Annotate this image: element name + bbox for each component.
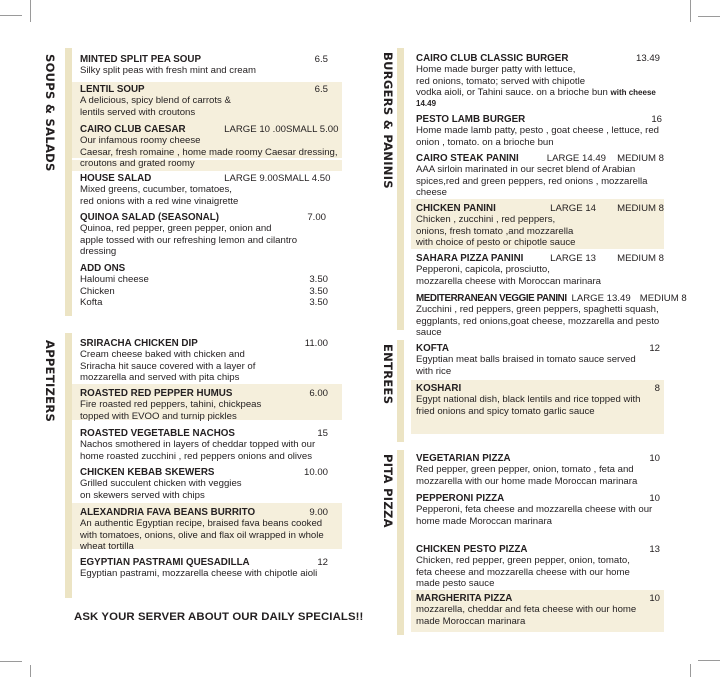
item-description: Nachos smothered in layers of cheddar topped with our home roasted zucchini , red peppers onions and olives <box>80 439 316 462</box>
item-price-large: LARGE 10 .00 <box>224 124 286 135</box>
menu-item <box>416 203 664 248</box>
item-description: Pepperoni, capicola, prosciutto, mozzarella cheese with Moroccan marinara <box>416 264 602 287</box>
section-label-soups-salads: SOUPS & SALADS <box>43 54 57 172</box>
menu-item <box>80 507 328 552</box>
item-price: 9.00 <box>309 507 328 518</box>
item-price: 12 <box>317 557 328 568</box>
add-on-price: 3.50 <box>309 274 328 286</box>
menu-item <box>416 53 660 109</box>
item-name: MINTED SPLIT PEA SOUP <box>80 54 202 65</box>
item-price: 13 <box>649 544 660 555</box>
add-on-name: Haloumi cheese <box>80 274 149 286</box>
item-price: 10 <box>649 493 660 504</box>
item-name: LENTIL SOUP <box>80 84 145 95</box>
item-price-large: LARGE 13 <box>550 253 596 264</box>
crop-mark <box>30 665 31 677</box>
crop-mark <box>0 15 22 16</box>
add-on-price: 3.50 <box>309 285 328 297</box>
item-description: Egypt national dish, black lentils and rice topped with fried onions and spicy tomato garlic sauce <box>416 394 641 417</box>
item-price-medium: MEDIUM 8 <box>617 153 664 164</box>
section-label-burgers-paninis: BURGERS & PANINIS <box>381 52 395 189</box>
item-price-medium: MEDIUM 8 <box>617 203 664 214</box>
item-price: 11.00 <box>304 338 328 349</box>
item-description: Zucchini , red peppers, green peppers, spaghetti squash, eggplants, red onions,goat cheese, mozzarella and pesto sauce <box>416 304 660 338</box>
menu-item <box>416 453 660 487</box>
item-name: QUINOA SALAD (SEASONAL) <box>80 212 219 223</box>
item-name: PEPPERONI PIZZA <box>416 493 505 504</box>
section-label-pita-pizza: PITA PIZZA <box>381 454 395 528</box>
menu-item <box>416 343 660 377</box>
item-name: CHICKEN KEBAB SKEWERS <box>80 467 215 478</box>
item-name: EGYPTIAN PASTRAMI QUESADILLA <box>80 557 250 568</box>
section-rule <box>397 340 404 442</box>
item-price-large: LARGE 14.49 <box>546 153 606 164</box>
menu-item <box>80 557 328 580</box>
item-name: CAIRO CLUB CLASSIC BURGER <box>416 53 569 64</box>
menu-item <box>416 593 660 627</box>
section-rule <box>65 333 72 598</box>
add-on-name: Chicken <box>80 285 115 297</box>
menu-item <box>80 54 328 77</box>
section-label-entrees: ENTREES <box>381 344 395 405</box>
menu-item <box>80 84 328 118</box>
item-description: Home made lamb patty, pesto , goat cheese , lettuce, red onion , tomato. on a brioche bun <box>416 125 659 148</box>
item-price: 10.00 <box>303 467 328 478</box>
menu-item <box>80 124 342 169</box>
section-rule <box>65 48 72 316</box>
item-name: PESTO LAMB BURGER <box>416 114 526 125</box>
item-extra-label: with cheese <box>610 87 656 97</box>
menu-item <box>416 253 664 287</box>
section-rule <box>397 450 404 635</box>
item-description: Home made burger patty with lettuce, red onions, tomato; served with chipotle vodka aioli, or Tahini sauce. on a brioche bun <box>416 64 608 98</box>
item-price-medium: MEDIUM 8 <box>639 293 687 304</box>
add-on-row <box>80 274 328 285</box>
add-on-row <box>80 286 328 297</box>
crop-mark <box>30 0 31 22</box>
menu-item <box>416 383 660 417</box>
item-price-large: LARGE 13.49 <box>571 293 631 304</box>
item-price: 6.00 <box>309 388 328 399</box>
item-name: KOFTA <box>416 343 450 354</box>
item-name: KOSHARI <box>416 383 462 394</box>
crop-mark <box>690 664 691 677</box>
item-price: 8 <box>654 383 660 394</box>
item-price: 16 <box>651 114 662 125</box>
section-label-appetizers: APPETIZERS <box>43 340 57 423</box>
item-description: Cream cheese baked with chicken and Sriracha hit sauce covered with a layer of mozzarella and served with pita chips <box>80 349 256 383</box>
item-price-small: SMALL 5.00 <box>286 124 339 135</box>
item-price: 15 <box>317 428 328 439</box>
add-on-price: 3.50 <box>309 296 328 308</box>
item-name: SAHARA PIZZA PANINI <box>416 253 524 264</box>
item-price: 6.5 <box>314 54 328 65</box>
menu-item <box>80 388 328 422</box>
menu-item <box>80 338 328 383</box>
add-ons-title: ADD ONS <box>80 263 126 274</box>
item-price: 6.5 <box>314 84 328 95</box>
item-description: mozzarella, cheddar and feta cheese with our home made Moroccan marinara <box>416 604 637 627</box>
item-name: CAIRO STEAK PANINI <box>416 153 519 164</box>
item-description: Fire roasted red peppers, tahini, chickpeas topped with EVOO and turnip pickles <box>80 399 262 422</box>
item-description: Chicken, red pepper, green pepper, onion, tomato, feta cheese and mozzarella cheese with our home made pesto sauce <box>416 555 630 589</box>
item-price-small: SMALL 4.50 <box>278 173 331 184</box>
item-description: Chicken , zucchini , red peppers, onions, fresh tomato ,and mozzarella with choice of pesto or chipotle sauce <box>416 214 576 248</box>
item-price: 7.00 <box>307 212 326 223</box>
item-price: 12 <box>649 343 660 354</box>
crop-mark <box>690 0 691 22</box>
item-price-large: LARGE 9.00 <box>224 173 278 184</box>
item-name: CHICKEN PESTO PIZZA <box>416 544 528 555</box>
item-name: ALEXANDRIA FAVA BEANS BURRITO <box>80 507 256 518</box>
item-name: MARGHERITA PIZZA <box>416 593 513 604</box>
item-name: CHICKEN PANINI <box>416 203 496 214</box>
add-on-name: Kofta <box>80 296 103 308</box>
item-description: Silky split peas with fresh mint and cream <box>80 65 256 77</box>
item-description: An authentic Egyptian recipe, braised fava beans cooked with tomatoes, onions, olive and flax oil wrapped in whole wheat tortilla <box>80 518 324 552</box>
item-name: VEGETARIAN PIZZA <box>416 453 511 464</box>
item-name: ROASTED RED PEPPER HUMUS <box>80 388 233 399</box>
crop-mark <box>698 16 720 17</box>
item-description: A delicious, spicy blend of carrots & lentils served with croutons <box>80 95 231 118</box>
item-price-large: LARGE 14 <box>550 203 596 214</box>
item-price-medium: MEDIUM 8 <box>617 253 664 264</box>
add-on-row <box>80 297 328 308</box>
item-description: Pepperoni, feta cheese and mozzarella cheese with our home made Moroccan marinara <box>416 504 653 527</box>
item-description: AAA sirloin marinated in our secret blend of Arabian spices,red and green peppers, red onions , mozzarella cheese <box>416 164 648 198</box>
item-price: 10 <box>649 453 660 464</box>
item-name: HOUSE SALAD <box>80 173 152 184</box>
menu-item <box>80 212 326 257</box>
item-description: Egyptian pastrami, mozzarella cheese with chipotle aioli <box>80 568 318 580</box>
item-description: Quinoa, red pepper, green pepper, onion and apple tossed with our refreshing lemon and cilantro dressing <box>80 223 298 257</box>
menu-item <box>80 173 342 207</box>
add-ons <box>80 263 328 308</box>
menu-item <box>416 114 662 148</box>
menu-item <box>416 153 664 198</box>
item-extra-price: 14.49 <box>416 99 437 109</box>
menu-item <box>80 428 328 462</box>
item-name: ROASTED VEGETABLE NACHOS <box>80 428 235 439</box>
daily-specials-note: ASK YOUR SERVER ABOUT OUR DAILY SPECIALS!! <box>74 611 364 623</box>
item-name: MEDITERRANEAN VEGGIE PANINI <box>416 293 567 304</box>
item-price: 10 <box>649 593 660 604</box>
item-name: SRIRACHA CHICKEN DIP <box>80 338 198 349</box>
menu-item <box>416 293 687 338</box>
menu-item <box>416 493 660 527</box>
menu-item <box>416 544 660 589</box>
section-rule <box>397 48 404 330</box>
item-description: Our infamous roomy cheese Caesar, fresh romaine , home made roomy Caesar dressing, croutons and grated roomy <box>80 135 338 169</box>
item-description: Egyptian meat balls braised in tomato sauce served with rice <box>416 354 636 377</box>
menu-item <box>80 467 328 501</box>
crop-mark <box>0 661 22 662</box>
crop-mark <box>698 660 720 661</box>
item-name: CAIRO CLUB CAESAR <box>80 124 186 135</box>
item-description: Mixed greens, cucumber, tomatoes, red onions with a red wine vinaigrette <box>80 184 239 207</box>
item-description: Grilled succulent chicken with veggies on skewers served with chips <box>80 478 242 501</box>
item-description: Red pepper, green pepper, onion, tomato , feta and mozzarella with our home made Moroccan marinara <box>416 464 638 487</box>
item-price: 13.49 <box>635 53 660 64</box>
